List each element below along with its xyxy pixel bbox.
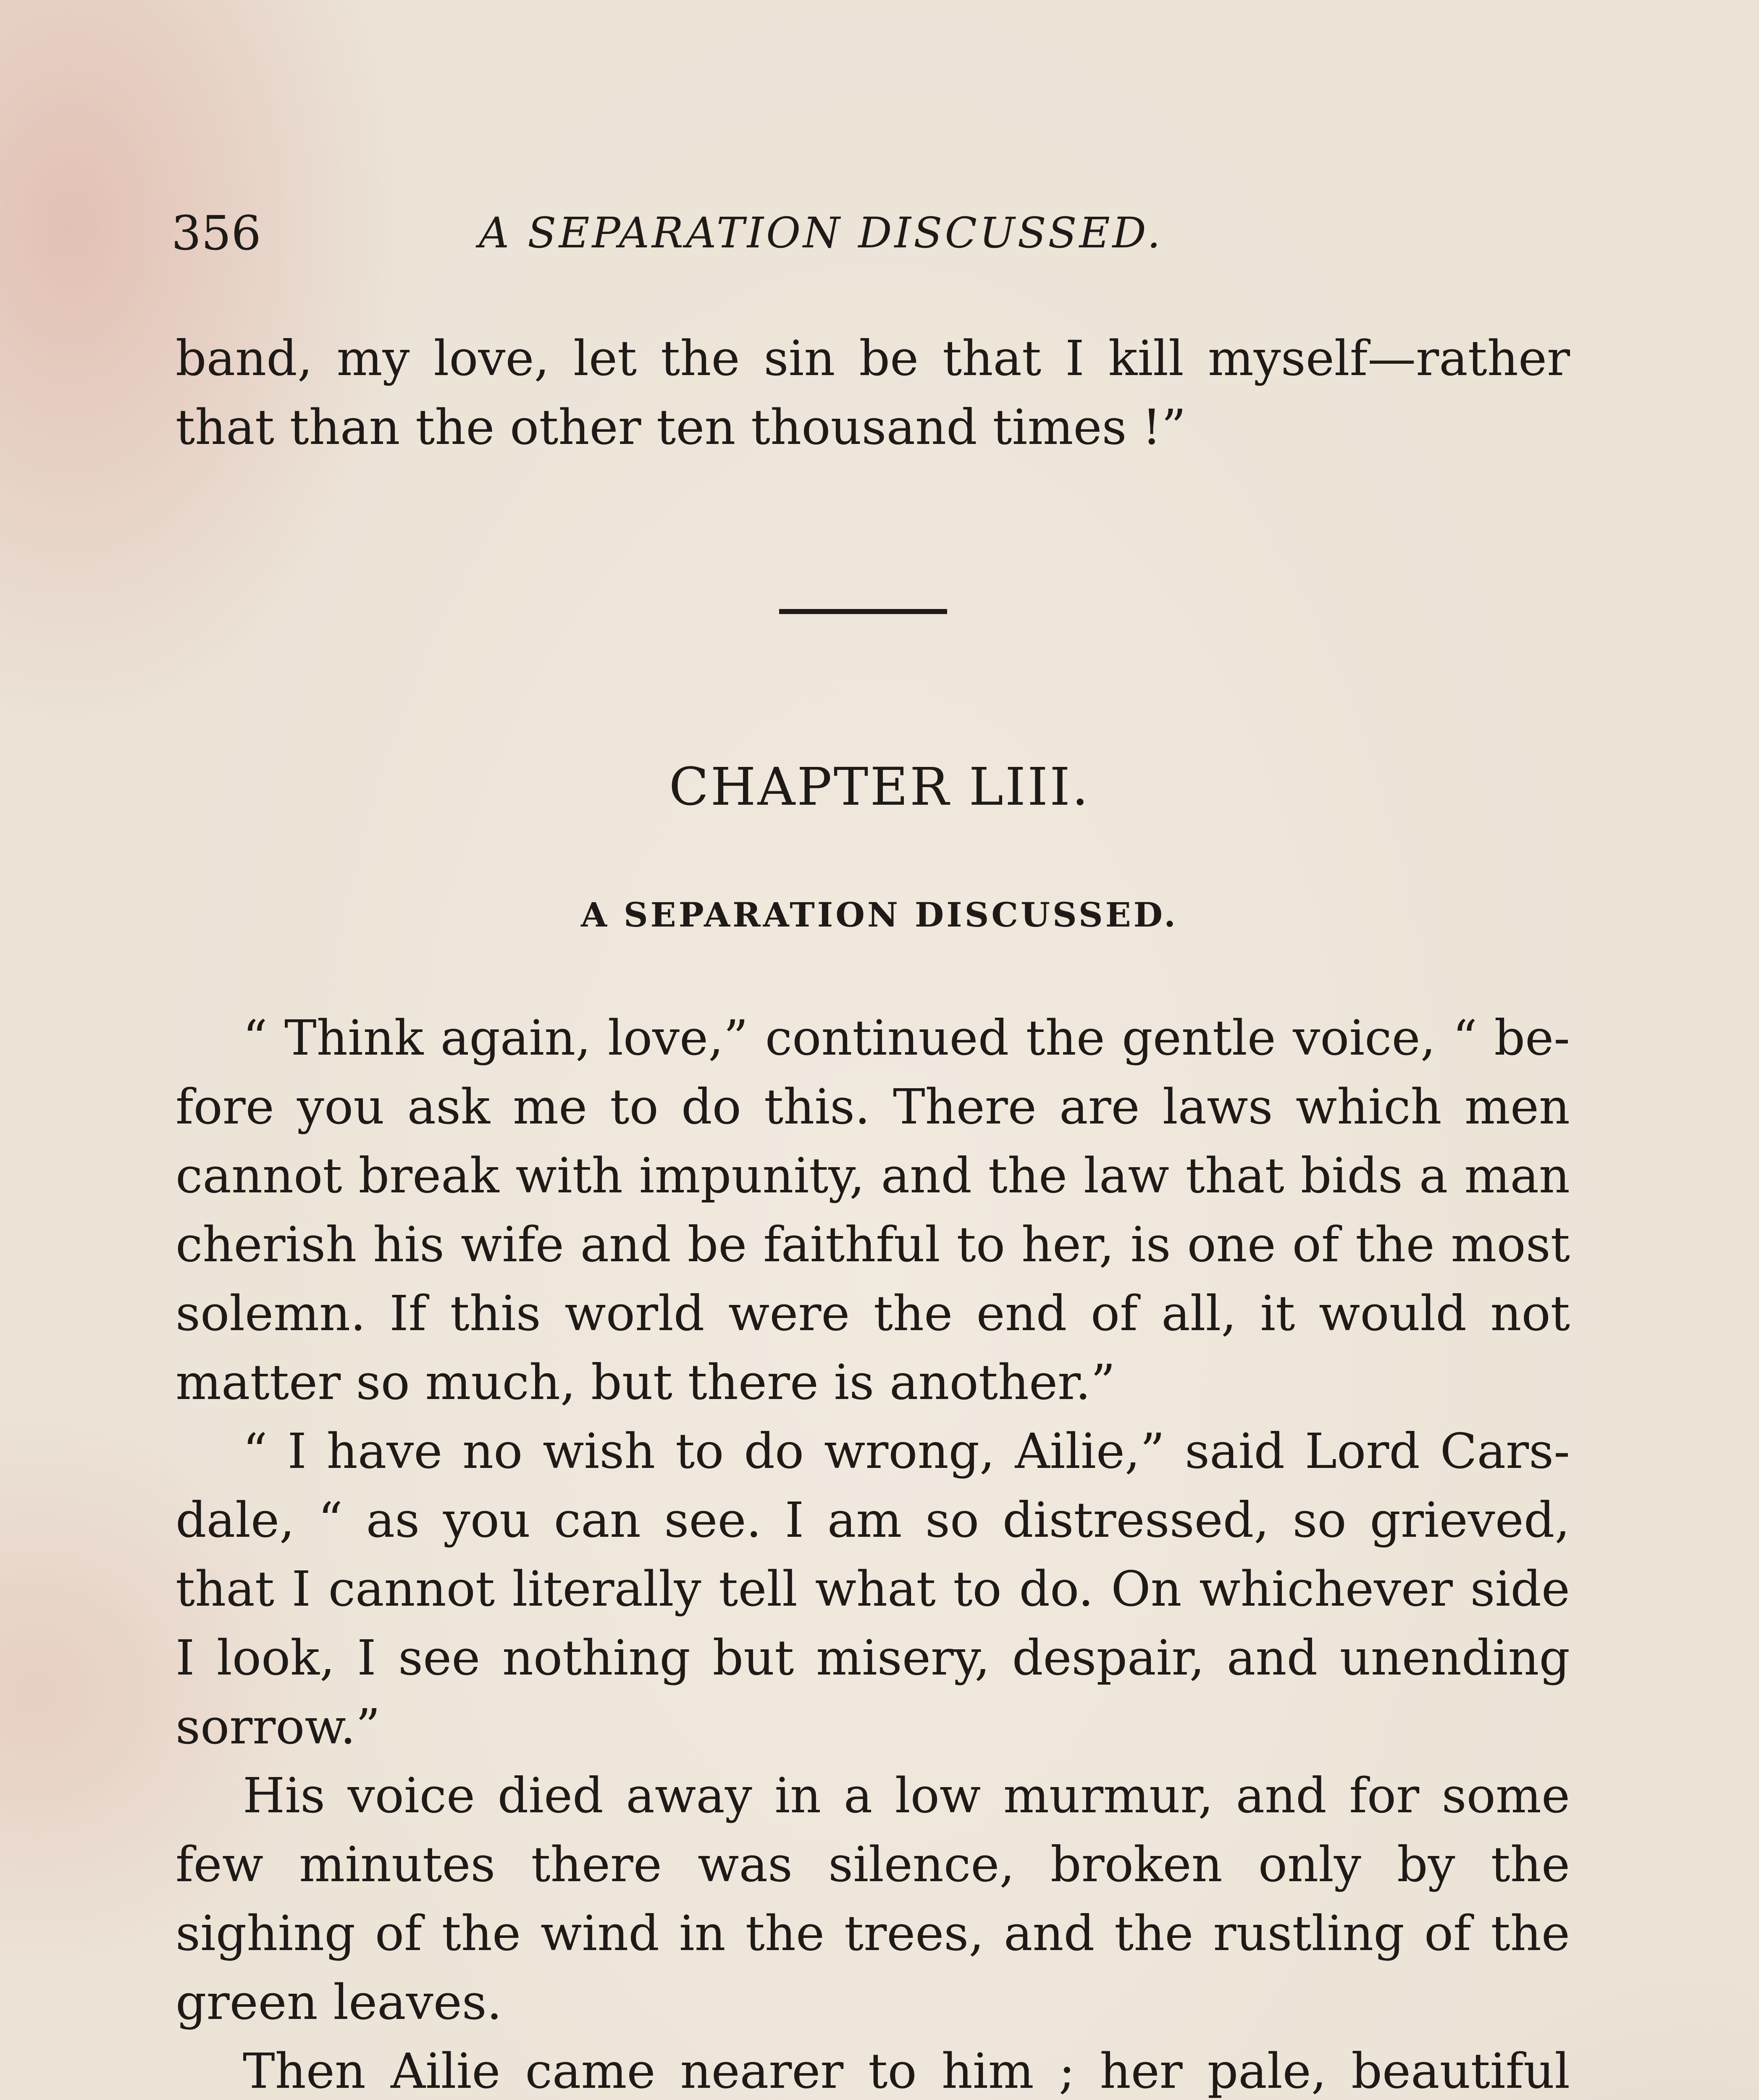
- continuation-paragraph: band, my love, let the sin be that I kill myself—rather that than the other ten thousand times !”: [176, 331, 1570, 456]
- continuation-text: [176, 324, 1570, 462]
- chapter-subtitle: A SEPARATION DISCUSSED.: [580, 895, 1179, 934]
- paragraph: “ I have no wish to do wrong, Ailie,” said Lord Cars-dale, “ as you can see. I am so distressed, so grieved, that I cannot literally tell what to do. On whichever side I look, I see nothing but misery, despair, and unending sorrow.”: [176, 1423, 1570, 1755]
- chapter-title: CHAPTER LIII.: [669, 757, 1090, 817]
- chapter-body: [176, 1004, 1570, 2100]
- paragraph: Then Ailie came nearer to him ; her pale, beautiful: [243, 2043, 1570, 2100]
- paragraph: “ Think again, love,” continued the gentle voice, “ be-fore you ask me to do this. There are laws which men cannot break with impunity, and the law that bids a man cherish his wife and be faithful to her, is one of the most solemn. If this world were the end of all, it would not matter so much, but there is another.”: [176, 1010, 1570, 1411]
- paragraph: His voice died away in a low murmur, and for some few minutes there was silence, broken only by the sighing of the wind in the trees, and the rustling of the green leaves.: [176, 1768, 1570, 2031]
- running-head: A SEPARATION DISCUSSED.: [479, 208, 1163, 257]
- section-divider: [779, 609, 947, 614]
- page-number: 356: [171, 206, 261, 261]
